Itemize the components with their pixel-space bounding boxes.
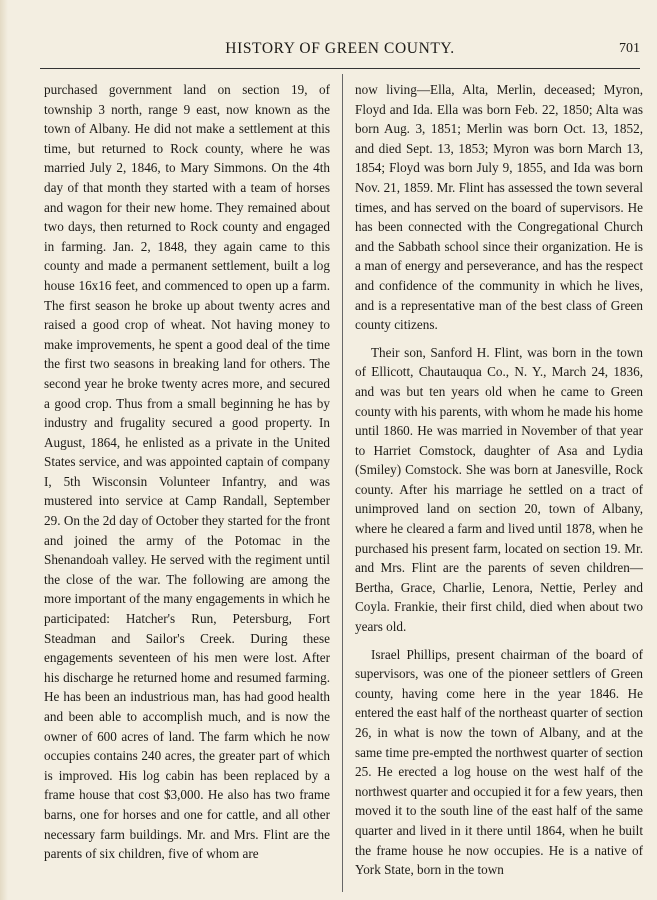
left-column [44, 80, 330, 892]
page-header [40, 40, 640, 64]
paragraph: Israel Phillips, present chairman of the board of supervisors, was one of the pioneer settlers of Green county, having come here in the year 1846. He entered the east half of the northeast quarter of section 26, in what is now the town of Albany, and at the same time pre-empted the northwest quarter of section 25. He erected a log house on the west half of the northwest quarter and occupied it for a few years, then moved it to the south line of the east half of the same quarter and lived in it there until 1864, when he built the frame house he now occupies. He is a native of York State, born in the town [355, 646, 643, 878]
column-divider [342, 74, 343, 892]
page-number: 701 [619, 41, 640, 56]
running-title: HISTORY OF GREEN COUNTY. [225, 40, 455, 57]
header-rule [40, 68, 640, 69]
right-column [355, 80, 643, 892]
page-binding-edge [0, 0, 8, 900]
paragraph: now living—Ella, Alta, Merlin, deceased; Myron, Floyd and Ida. Ella was born Feb. 22, 1850; Alta was born Aug. 3, 1851; Merlin was born Oct. 13, 1852, and died Sept. 13, 1853; Myron was born March 13, 1854; Floyd was born July 9, 1855, and Ida was born Nov. 21, 1859. Mr. Flint has assessed the town several times, and has served on the board of supervisors. He has been connected with the Congregational Church and the Sabbath school since their organization. He is a man of energy and perseverance, and has the respect and confidence of the community in which he lives, and is a representative man of the best class of Green county citizens. [355, 82, 643, 333]
paragraph: purchased government land on section 19, of township 3 north, range 9 east, now known as the town of Albany. He did not make a settlement at this time, but returned to Rock county, where he was married July 2, 1846, to Mary Simmons. On the 4th day of that month they started with a team of horses and wagon for their new home. They remained about two days, then returned to Rock county and engaged in farming. Jan. 2, 1848, they again came to this county and made a permanent settlement, built a log house 16x16 feet, and commenced to open up a farm. The first season he broke up about twenty acres and raised a good crop of wheat. Not having money to make improvements, he spent a good deal of the time the first two seasons in breaking land for others. The second year he broke twenty acres more, and secured a good crop. Thus from a small beginning he has by industry and frugality secured a good property. In August, 1864, he enlisted as a private in the United States service, and was appointed captain of company I, 5th Wisconsin Volunteer Infantry, and was mustered into service at Camp Randall, September 29. On the 2d day of October they started for the front and joined the army of the Potomac in the Shenandoah valley. He served with the regiment until the close of the war. The following are among the more important of the many engagements in which he participated: Hatcher's Run, Petersburg, Fort Steadman and Sailor's Creek. During these engagements seventeen of his men were lost. After his discharge he returned home and resumed farming. He has been an industrious man, has had good health and been able to accomplish much, and is now the owner of 600 acres of land. The farm which he now occupies contains 240 acres, the greater part of which is improved. His log cabin has been replaced by a frame house that cost $3,000. He also has two frame barns, one for horses and one for cattle, and all other necessary farm buildings. Mr. and Mrs. Flint are the parents of six children, five of whom are [44, 82, 330, 862]
paragraph: Their son, Sanford H. Flint, was born in the town of Ellicott, Chautauqua Co., N. Y., March 24, 1836, and was but ten years old when he came to Green county with his parents, with whom he made his home until 1860. He was married in November of that year to Harriet Comstock, daughter of Asa and Lydia (Smiley) Comstock. She was born at Janesville, Rock county. After his marriage he settled on a tract of unimproved land on section 20, town of Albany, where he cleared a farm and lived until 1878, when he purchased his present farm, located on section 19. Mr. and Mrs. Flint are the parents of seven children—Bertha, Grace, Charlie, Lenora, Nettie, Perley and Coyla. Frankie, their first child, died when about two years old. [355, 344, 643, 635]
